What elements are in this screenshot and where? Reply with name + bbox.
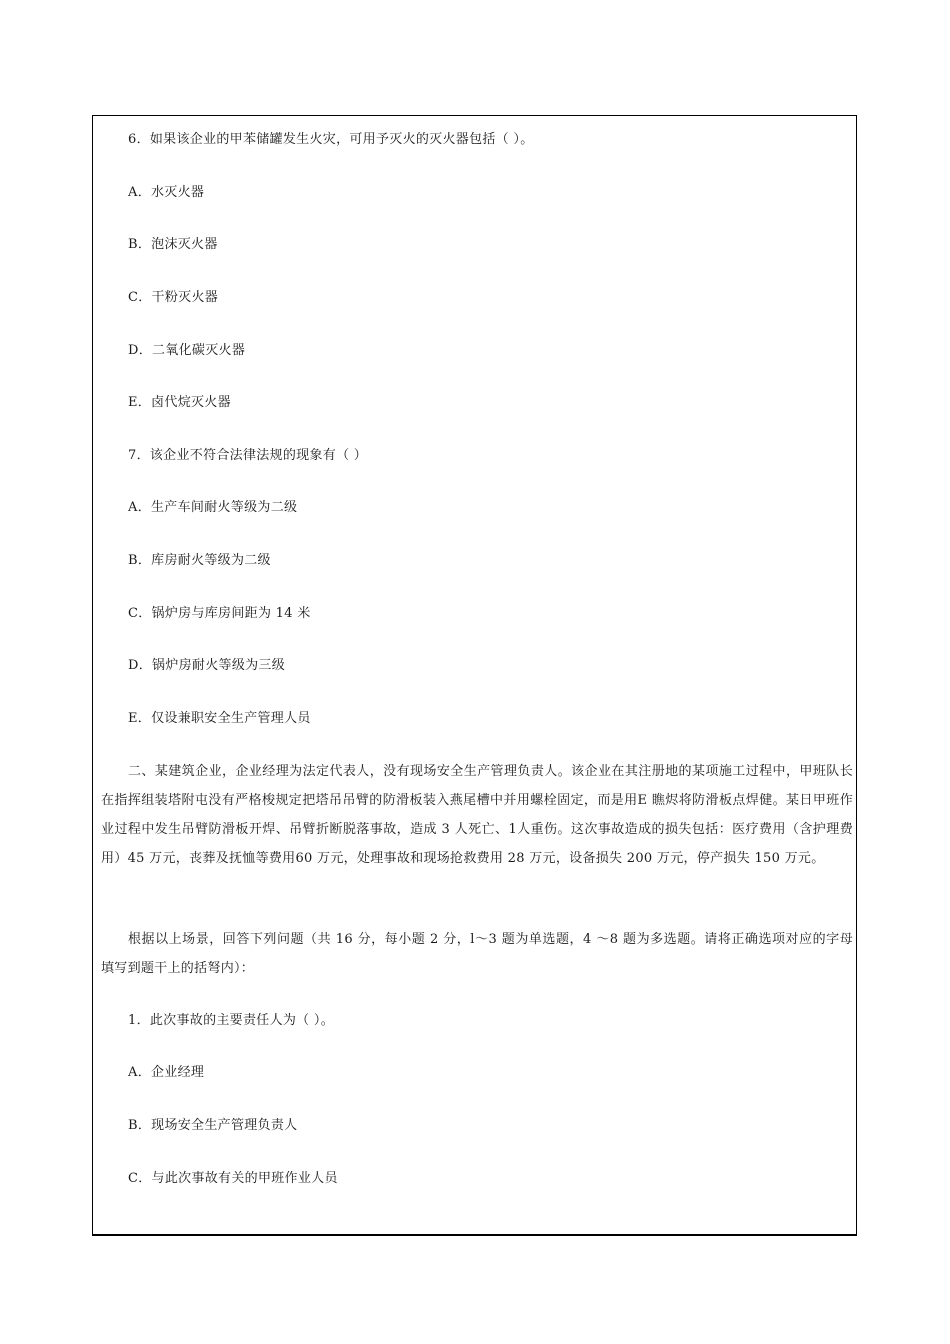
q7-option-b: B．库房耐火等级为二级	[128, 553, 271, 568]
q7-option-e: E．仅设兼职安全生产管理人员	[128, 711, 311, 726]
q6-option-e: E．卤代烷灭火器	[128, 395, 231, 410]
q6-stem: 6．如果该企业的甲苯储罐发生火灾，可用予灭火的灭火器包括（ ）。	[128, 132, 534, 147]
q6-option-a: A．水灭火器	[128, 185, 205, 200]
q7-option-c: C．锅炉房与库房间距为 14 米	[128, 606, 311, 621]
q7-option-a: A．生产车间耐火等级为二级	[128, 500, 298, 515]
case-scenario-paragraph: 二、某建筑企业，企业经理为法定代表人，没有现场安全生产管理负责人。该企业在其注册地的某项施工过程中，甲班队长在指挥组装塔附屯没有严格梭规定把塔吊吊臂的防滑板装入燕尾槽中并用螺栓固定，而是用E 瞧烬将防滑板点焊健。某日甲班作业过程中发生吊臂防滑板开焊、吊臂折断脱落事故，造成 3 人死亡、1人重伤。这次事故造成的损失包括：医疗费用（含护理费用）45 万元，丧葬及抚恤等费用60 万元，处理事故和现场抢救费用 28 万元，设备损失 200 万元，停产损失 150 万元。	[101, 764, 853, 866]
q6-option-d: D．二氧化碳灭火器	[128, 343, 246, 358]
q1-option-a: A．企业经理	[128, 1065, 205, 1080]
q6-option-c: C．干粉灭火器	[128, 290, 219, 305]
q1-option-b: B．现场安全生产管理负责人	[128, 1118, 298, 1133]
q6-option-b: B．泡沫灭火器	[128, 237, 218, 252]
instruction-paragraph: 根据以上场景，回答下列问题（共 16 分，每小题 2 分，l～3 题为单选题，4 ～8 题为多选题。请将正确选项对应的字母填写到题干上的括弩内）：	[101, 932, 853, 976]
q7-option-d: D．锅炉房耐火等级为三级	[128, 658, 286, 673]
q1-stem: 1．此次事故的主要责任人为（ ）。	[128, 1013, 335, 1028]
q7-stem: 7．该企业不符合法律法规的现象有（ ）	[128, 448, 368, 463]
q1-option-c: C．与此次事故有关的甲班作业人员	[128, 1171, 338, 1186]
question-frame	[92, 115, 857, 1236]
